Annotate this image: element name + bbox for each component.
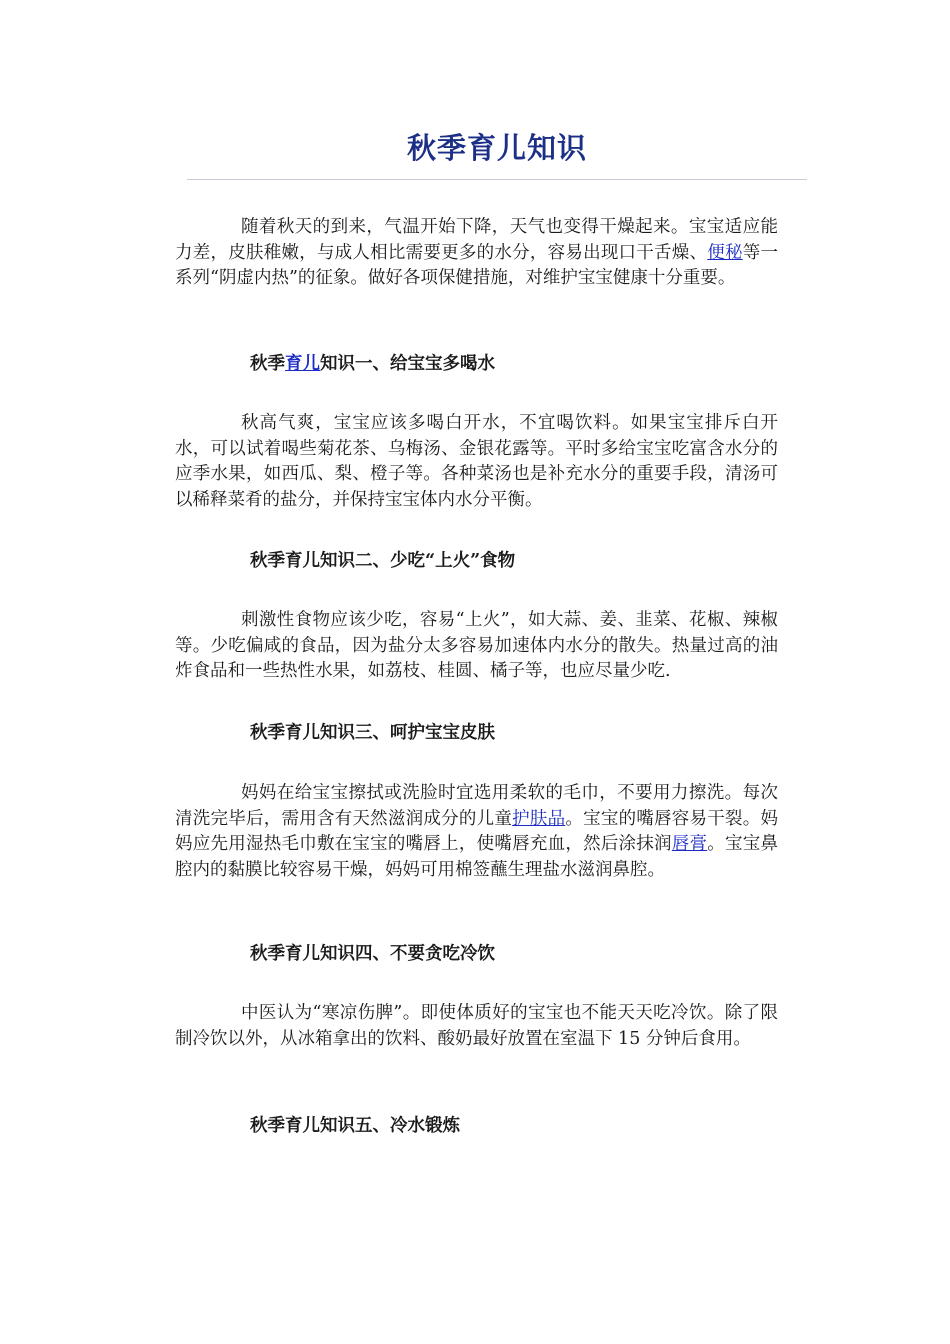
section-body-4: 中医认为“寒凉伤脾”。即使体质好的宝宝也不能天天吃冷饮。除了限制冷饮以外，从冰箱拿出的饮料、酸奶最好放置在室温下 15 分钟后食用。 <box>175 1003 778 1049</box>
heading-1-pre: 秋季 <box>250 354 285 374</box>
link-lip-balm[interactable]: 唇膏 <box>671 834 708 855</box>
section-body-2: 刺激性食物应该少吃，容易“上火”，如大蒜、姜、韭菜、花椒、辣椒等。少吃偏咸的食品，因为盐分太多容易加速体内水分的散失。热量过高的油炸食品和一些热性水果，如荔枝、桂圆、橘子等，也应尽量少吃. <box>175 610 778 682</box>
section-heading-1 <box>250 351 495 377</box>
body-3-text-2: 。宝宝的嘴唇容易干裂。妈妈应先用湿热毛巾敷在宝宝的嘴唇上，使嘴唇充血，然后涂抹润 <box>175 808 779 855</box>
intro-paragraph <box>175 215 778 292</box>
section-heading-4: 秋季育儿知识四、不要贪吃冷饮 <box>250 944 495 964</box>
heading-1-post: 知识一、给宝宝多喝水 <box>320 354 495 374</box>
title-divider <box>187 179 807 180</box>
body-3-text-1: 妈妈在给宝宝擦拭或洗脸时宜选用柔软的毛巾，不要用力擦洗。每次清洗完毕后，需用含有天然滋润成分的儿童 <box>175 783 778 829</box>
section-heading-2: 秋季育儿知识二、少吃“上火”食物 <box>250 551 516 571</box>
body-3-text-3: 。宝宝鼻腔内的黏膜比较容易干燥，妈妈可用棉签蘸生理盐水滋润鼻腔。 <box>175 834 779 880</box>
intro-text-2: 等一系列“阴虚内热”的征象。做好各项保健措施，对维护宝宝健康十分重要。 <box>175 242 779 289</box>
section-heading-3: 秋季育儿知识三、呵护宝宝皮肤 <box>250 723 495 743</box>
page-title: 秋季育儿知识 <box>406 131 587 165</box>
section-body-3 <box>175 781 778 883</box>
section-heading-5: 秋季育儿知识五、冷水锻炼 <box>250 1116 460 1136</box>
link-parenting[interactable]: 育儿 <box>285 354 320 374</box>
link-constipation[interactable]: 便秘 <box>707 242 743 263</box>
intro-text-1: 随着秋天的到来，气温开始下降，天气也变得干燥起来。宝宝适应能力差，皮肤稚嫩，与成人相比需要更多的水分，容易出现口干舌燥、 <box>175 217 778 263</box>
link-skincare[interactable]: 护肤品 <box>512 808 566 829</box>
section-body-1: 秋高气爽，宝宝应该多喝白开水，不宜喝饮料。如果宝宝排斥白开水，可以试着喝些菊花茶、乌梅汤、金银花露等。平时多给宝宝吃富含水分的应季水果，如西瓜、梨、橙子等。各种菜汤也是补充水分的重要手段，清汤可以稀释菜肴的盐分，并保持宝宝体内水分平衡。 <box>175 413 778 510</box>
